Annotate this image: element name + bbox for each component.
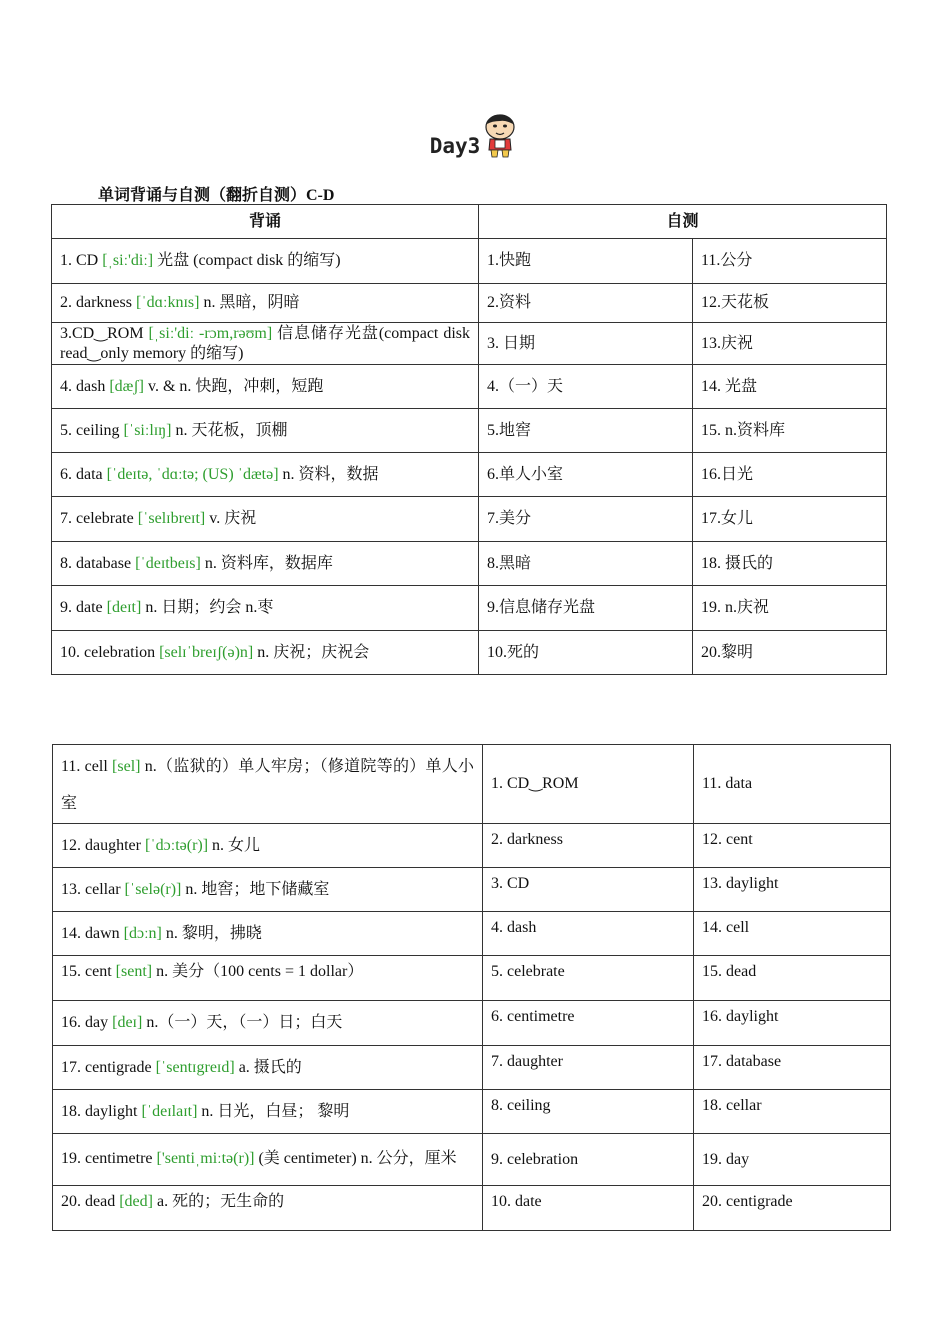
recite-cell	[53, 955, 483, 1000]
table-row	[52, 542, 887, 586]
table-row	[52, 497, 887, 542]
test-cell-a: 5. celebrate	[483, 955, 694, 1000]
table-row	[53, 911, 891, 955]
test-cell-a: 9. celebration	[483, 1133, 694, 1185]
test-cell-b: 14. cell	[694, 911, 891, 955]
meaning: n. 女儿	[208, 836, 261, 854]
test-cell-b: 19. n.庆祝	[693, 586, 887, 631]
test-cell-b: 14. 光盘	[693, 365, 887, 409]
phonetic: [ˈselɪbreɪt]	[137, 510, 206, 528]
phonetic: ['sentiˌmiːtə(r)]	[156, 1150, 255, 1168]
meaning: v. & n. 快跑，冲刺，短跑	[143, 377, 324, 395]
test-cell-a: 6.单人小室	[479, 453, 693, 497]
word: 10. celebration	[60, 643, 156, 661]
table-row	[53, 1045, 891, 1089]
table-row	[53, 867, 891, 911]
test-cell-a: 6. centimetre	[483, 1000, 694, 1045]
meaning: (美 centimeter) n. 公分，厘米	[254, 1150, 457, 1168]
word: 17. centigrade	[61, 1058, 152, 1076]
test-cell-a: 5.地窖	[479, 409, 693, 453]
meaning: n. 日光，白昼； 黎明	[197, 1102, 350, 1120]
test-cell-b: 11.公分	[693, 239, 887, 284]
test-cell-a: 2.资料	[479, 284, 693, 323]
test-cell-b: 16.日光	[693, 453, 887, 497]
test-cell-a: 2. darkness	[483, 823, 694, 867]
word: 6. data	[60, 465, 103, 483]
table-row	[52, 365, 887, 409]
recite-cell	[52, 453, 479, 497]
test-cell-a: 1. CD‿ROM	[483, 745, 694, 824]
meaning: v. 庆祝	[205, 510, 257, 528]
phonetic: [sent]	[115, 962, 153, 980]
word: 4. dash	[60, 377, 106, 395]
phonetic: [deɪ]	[112, 1014, 143, 1031]
test-cell-a: 10. date	[483, 1185, 694, 1230]
phonetic: [ˈsiːlɪŋ]	[123, 421, 172, 439]
table-row	[53, 1000, 891, 1045]
word: 12. daughter	[61, 836, 141, 854]
recite-cell	[52, 497, 479, 542]
word: 16. day	[61, 1014, 109, 1031]
recite-cell	[52, 365, 479, 409]
recite-cell	[53, 823, 483, 867]
test-cell-b: 15. n.资料库	[693, 409, 887, 453]
meaning: n. 美分（100 cents = 1 dollar）	[152, 962, 364, 980]
table-row	[53, 1133, 891, 1185]
test-cell-b: 12. cent	[694, 823, 891, 867]
test-cell-a: 4.（一）天	[479, 365, 693, 409]
test-cell-a: 4. dash	[483, 911, 694, 955]
table-row	[52, 409, 887, 453]
table-row	[52, 631, 887, 675]
recite-cell	[52, 284, 479, 323]
word: 19. centimetre	[61, 1150, 153, 1168]
test-cell-a: 3. CD	[483, 867, 694, 911]
meaning: n.（监狱的）单人牢房；（修道院等的）单人小室	[61, 758, 474, 812]
phonetic: [ˈdɑːknɪs]	[135, 294, 200, 312]
recite-cell	[53, 1133, 483, 1185]
test-cell-b: 20. centigrade	[694, 1185, 891, 1230]
test-cell-a: 1.快跑	[479, 239, 693, 284]
header-recite: 背诵	[52, 205, 479, 239]
phonetic: [sel]	[112, 758, 141, 775]
recite-cell	[52, 631, 479, 675]
table-row	[53, 823, 891, 867]
test-cell-b: 11. data	[694, 745, 891, 824]
phonetic: [ded]	[119, 1192, 153, 1210]
meaning: 信息储存光盘(compact disk read‿only memory 的缩写)	[60, 324, 470, 362]
table-row	[53, 1185, 891, 1230]
phonetic: [ˌsiː'diː -rɔm,rəʊm]	[148, 324, 273, 342]
phonetic: [ˈdɔːtə(r)]	[144, 836, 209, 854]
recite-cell	[53, 1185, 483, 1230]
test-cell-b: 13. daylight	[694, 867, 891, 911]
word: 1. CD	[60, 252, 99, 270]
recite-cell	[52, 586, 479, 631]
meaning: a. 死的；无生命的	[152, 1192, 285, 1210]
recite-cell	[53, 1089, 483, 1133]
meaning: n. 天花板，顶棚	[171, 421, 288, 439]
test-cell-a: 8. ceiling	[483, 1089, 694, 1133]
word: 15. cent	[61, 962, 112, 980]
word: 18. daylight	[61, 1102, 138, 1120]
meaning: n. 庆祝；庆祝会	[253, 643, 370, 661]
table-header-row	[52, 205, 887, 239]
header-selftest: 自测	[479, 205, 887, 239]
page-title: Day3	[429, 134, 481, 158]
test-cell-a: 7.美分	[479, 497, 693, 542]
meaning: n. 资料，数据	[278, 465, 379, 483]
meaning: n. 地窖；地下储藏室	[181, 880, 330, 898]
table-row	[52, 239, 887, 284]
phonetic: [selɪˈbreɪʃ(ə)n]	[159, 643, 254, 661]
word: 8. database	[60, 554, 132, 572]
test-cell-b: 15. dead	[694, 955, 891, 1000]
phonetic: [ˈdeɪlaɪt]	[141, 1102, 198, 1120]
phonetic: [ˈsentɪgreɪd]	[155, 1058, 235, 1076]
meaning: n. 黑暗，阴暗	[199, 294, 300, 312]
test-cell-b: 20.黎明	[693, 631, 887, 675]
section-subtitle: 单词背诵与自测（翻折自测）C-D	[98, 187, 335, 204]
test-cell-b: 12.天花板	[693, 284, 887, 323]
word: 20. dead	[61, 1192, 116, 1210]
recite-cell	[52, 409, 479, 453]
test-cell-a: 7. daughter	[483, 1045, 694, 1089]
table-row	[52, 284, 887, 323]
recite-cell	[53, 911, 483, 955]
table-row	[52, 323, 887, 365]
word: 5. ceiling	[60, 421, 120, 439]
table-row	[53, 955, 891, 1000]
title-area	[0, 112, 950, 158]
meaning: n. 资料库，数据库	[200, 554, 333, 572]
phonetic: [deɪt]	[106, 599, 142, 617]
word: 2. darkness	[60, 294, 132, 312]
word: 13. cellar	[61, 880, 121, 898]
test-cell-a: 3. 日期	[479, 323, 693, 365]
test-cell-a: 10.死的	[479, 631, 693, 675]
test-cell-a: 8.黑暗	[479, 542, 693, 586]
test-cell-a: 9.信息储存光盘	[479, 586, 693, 631]
phonetic: [ˌsiː'diː]	[102, 252, 154, 270]
test-cell-b: 16. daylight	[694, 1000, 891, 1045]
word: 7. celebrate	[60, 510, 134, 528]
test-cell-b: 18. cellar	[694, 1089, 891, 1133]
phonetic: [ˈselə(r)]	[124, 880, 182, 898]
test-cell-b: 19. day	[694, 1133, 891, 1185]
recite-cell	[52, 239, 479, 284]
table-row	[53, 745, 891, 824]
word: 11. cell	[61, 758, 108, 775]
test-cell-b: 18. 摄氏的	[693, 542, 887, 586]
recite-cell	[52, 542, 479, 586]
test-cell-b: 13.庆祝	[693, 323, 887, 365]
table-row	[52, 453, 887, 497]
phonetic: [ˈdeɪtbeɪs]	[135, 554, 201, 572]
recite-cell	[53, 1045, 483, 1089]
vocab-table-1	[51, 204, 887, 675]
word: 14. dawn	[61, 924, 120, 942]
recite-cell	[53, 867, 483, 911]
meaning: a. 摄氏的	[234, 1058, 302, 1076]
phonetic: [dæʃ]	[109, 377, 144, 395]
meaning: n. 黎明，拂晓	[161, 924, 262, 942]
cartoon-boy-icon	[480, 112, 520, 158]
test-cell-b: 17. database	[694, 1045, 891, 1089]
recite-cell	[53, 1000, 483, 1045]
word: 3.CD‿ROM	[60, 324, 144, 342]
recite-cell	[52, 323, 479, 365]
test-cell-b: 17.女儿	[693, 497, 887, 542]
meaning: 光盘 (compact disk 的缩写)	[153, 252, 341, 270]
table-row	[53, 1089, 891, 1133]
table-row	[52, 586, 887, 631]
recite-cell	[53, 745, 483, 824]
meaning: n. 日期；约会 n.枣	[141, 599, 274, 617]
meaning: n.（一）天，（一）日；白天	[142, 1014, 343, 1031]
vocab-table-2	[52, 744, 891, 1231]
phonetic: [dɔːn]	[123, 924, 162, 942]
word: 9. date	[60, 599, 103, 617]
phonetic: [ˈdeɪtə, ˈdɑːtə; (US) ˈdætə]	[106, 465, 279, 483]
